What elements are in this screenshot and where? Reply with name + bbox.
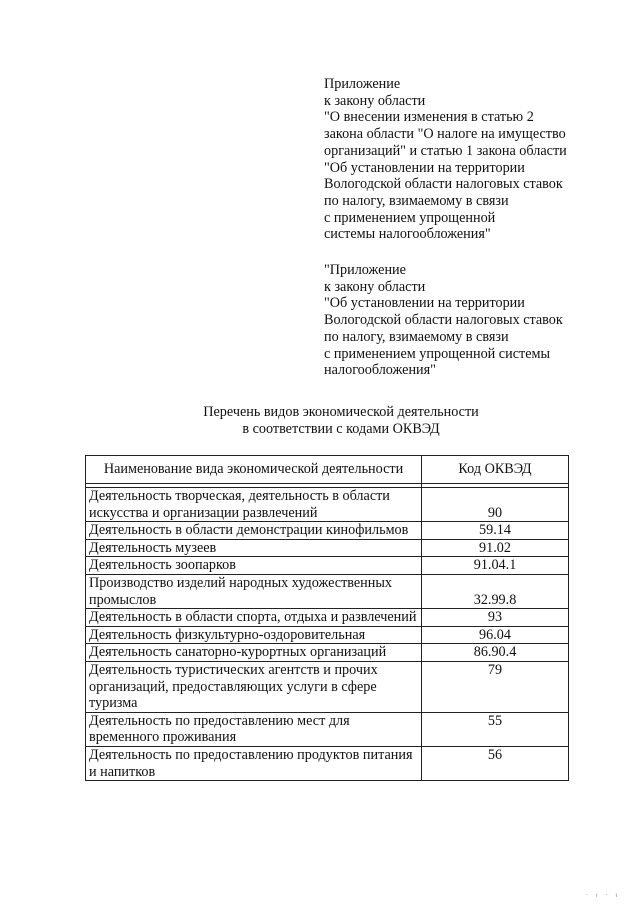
appendix-line: по налогу, взимаемому в связи xyxy=(324,192,509,209)
document-title xyxy=(0,404,640,438)
activity-name-cell: Деятельность зоопарков xyxy=(86,557,422,575)
table-row xyxy=(86,539,569,557)
appendix-block-1 xyxy=(324,76,624,243)
activity-name-cell: Деятельность по предоставлению продуктов питания и напитков xyxy=(86,746,422,780)
appendix-line: системы налогообложения" xyxy=(324,226,491,243)
title-line-1: Перечень видов экономической деятельности xyxy=(203,404,479,420)
appendix-line: Приложение xyxy=(324,76,401,92)
appendix-line: "О внесении изменения в статью 2 xyxy=(324,109,534,126)
activity-name-cell: Деятельность творческая, деятельность в области искусства и организации развлечений xyxy=(86,488,422,522)
okved-code-cell: 96.04 xyxy=(422,626,569,644)
appendix-line: по налогу, взимаемому в связи xyxy=(324,328,509,345)
activity-name-cell: Деятельность музеев xyxy=(86,539,422,557)
appendix-line: закона области "О налоге на имущество xyxy=(324,126,566,143)
activity-name-cell: Деятельность туристических агентств и прочих организаций, предоставляющих услуги в сфере туризма xyxy=(86,661,422,712)
table-row xyxy=(86,626,569,644)
header-activity-name: Наименование вида экономической деятельности xyxy=(86,456,422,484)
appendix-line: "Об установлении на территории xyxy=(324,295,525,312)
appendix-line: "Об установлении на территории xyxy=(324,159,525,176)
appendix-line: к закону области xyxy=(324,92,426,109)
okved-code-cell: 91.02 xyxy=(422,539,569,557)
table-row xyxy=(86,644,569,662)
table-row xyxy=(86,488,569,522)
table-header-row xyxy=(86,456,569,484)
okved-code-cell: 90 xyxy=(422,488,569,522)
okved-code-cell: 59.14 xyxy=(422,522,569,540)
table-row xyxy=(86,661,569,712)
title-line-2: в соответствии с кодами ОКВЭД xyxy=(242,421,440,437)
scan-marks: · ı · ı xyxy=(586,892,620,899)
appendix-line: "Приложение xyxy=(324,262,406,279)
appendix-line: Вологодской области налоговых ставок xyxy=(324,312,563,329)
table-row xyxy=(86,522,569,540)
table-row xyxy=(86,609,569,627)
okved-code-cell: 91.04.1 xyxy=(422,557,569,575)
header-okved-code: Код ОКВЭД xyxy=(422,456,569,484)
table-body xyxy=(86,484,569,781)
appendix-line: налогообложения" xyxy=(324,362,436,379)
table-row xyxy=(86,746,569,780)
appendix-line: с применением упрощенной xyxy=(324,209,496,226)
appendix-line: организаций" и статью 1 закона области xyxy=(324,142,567,159)
appendix-block-2 xyxy=(324,262,624,379)
table-row xyxy=(86,712,569,746)
table-row xyxy=(86,557,569,575)
appendix-header xyxy=(324,76,624,379)
activity-name-cell: Деятельность в области демонстрации кинофильмов xyxy=(86,522,422,540)
okved-code-cell: 56 xyxy=(422,746,569,780)
okved-code-cell: 32.99.8 xyxy=(422,574,569,608)
appendix-line: с применением упрощенной системы xyxy=(324,345,551,362)
okved-code-cell: 86.90.4 xyxy=(422,644,569,662)
okved-code-cell: 55 xyxy=(422,712,569,746)
activity-name-cell: Деятельность в области спорта, отдыха и развлечений xyxy=(86,609,422,627)
activity-name-cell: Производство изделий народных художественных промыслов xyxy=(86,574,422,608)
okved-code-cell: 93 xyxy=(422,609,569,627)
table-row xyxy=(86,574,569,608)
activity-name-cell: Деятельность по предоставлению мест для временного проживания xyxy=(86,712,422,746)
appendix-line: к закону области xyxy=(324,278,426,295)
appendix-line: Вологодской области налоговых ставок xyxy=(324,176,563,193)
okved-table xyxy=(85,455,569,781)
activity-name-cell: Деятельность физкультурно-оздоровительная xyxy=(86,626,422,644)
okved-code-cell: 79 xyxy=(422,661,569,712)
activity-name-cell: Деятельность санаторно-курортных организаций xyxy=(86,644,422,662)
